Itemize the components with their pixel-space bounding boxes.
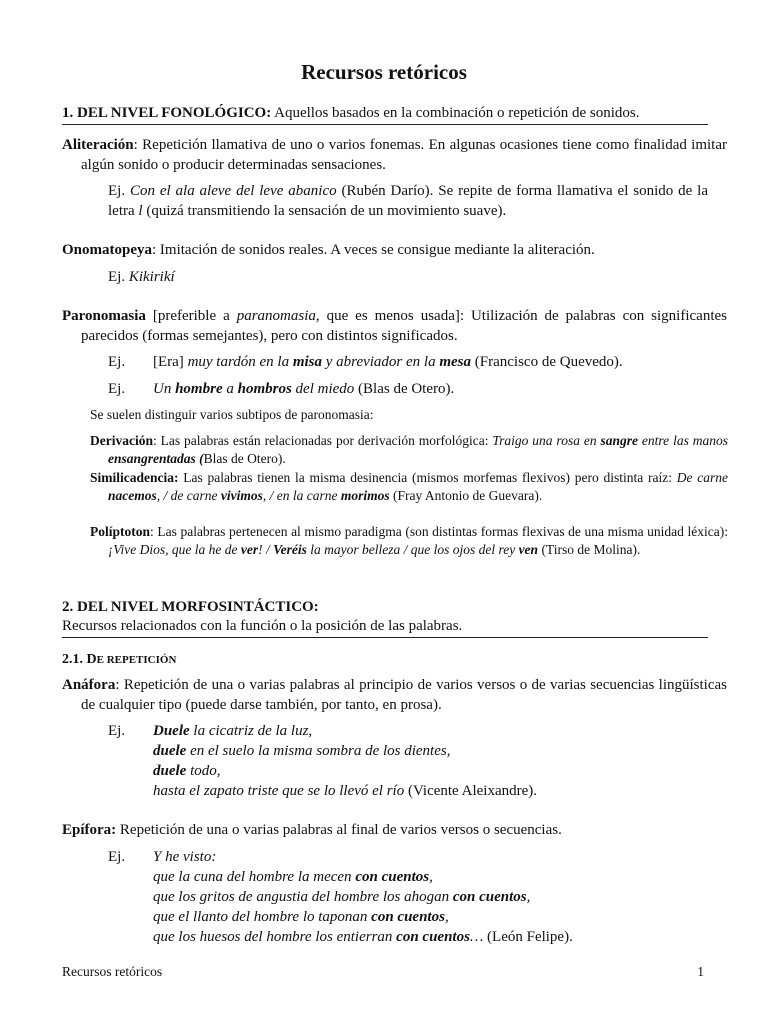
term-poliptoton: Políptoton — [90, 524, 151, 539]
quote-part: , / de carne — [156, 488, 221, 503]
example-label: Ej. — [108, 183, 130, 199]
verse-3 — [153, 887, 708, 907]
example-author: (Blas de Otero). — [354, 381, 455, 397]
quote-part: ¡Vive Dios, que la he de — [108, 542, 241, 557]
verse-2 — [153, 741, 708, 761]
example-part: y abreviador en la — [322, 354, 440, 370]
verse-2 — [153, 867, 708, 887]
footer-title: Recursos retóricos — [62, 964, 163, 979]
verse-4 — [153, 907, 708, 927]
quote-emphasis: ven — [518, 542, 539, 557]
term-epifora: Epífora: — [62, 822, 117, 838]
entry-epifora — [62, 820, 708, 840]
verse-emphasis: con cuentos — [371, 909, 445, 925]
example-quote: Con el ala aleve del leve abanico — [129, 183, 337, 199]
verse-1 — [153, 847, 708, 867]
verse-text: en el suelo la misma sombra de los dientes, — [186, 743, 451, 759]
quote-emphasis: sangre — [600, 433, 639, 448]
verse-5 — [153, 927, 708, 947]
entry-onomatopeya — [62, 240, 708, 260]
example-part: a — [222, 381, 238, 397]
quote-part: la mayor belleza / que los ojos del rey — [306, 542, 519, 557]
def-similicadencia: Las palabras tienen la misma desinencia (mismos morfemas flexivos) pero distinta raíz: — [178, 470, 677, 485]
quote-author: (Fray Antonio de Guevara). — [389, 488, 543, 503]
entry-anafora — [62, 675, 727, 715]
quote-author: Blas de Otero). — [203, 451, 286, 466]
example-text: (Rubén Darío). Se repite de forma llamativa el sonido de la letra — [108, 183, 708, 219]
term-similicadencia: Similicadencia: — [90, 470, 179, 485]
example-letter: l — [138, 203, 143, 219]
page-title: Recursos retóricos — [301, 60, 467, 84]
example-verses — [153, 721, 708, 801]
verse-emphasis: Duele — [153, 723, 190, 739]
example-text — [153, 352, 708, 372]
entry-aliteracion — [62, 135, 727, 175]
example-aliteracion — [108, 181, 708, 221]
subtype-derivacion — [90, 432, 728, 468]
quote-part: , / en la carne — [262, 488, 341, 503]
verse-author: (Vicente Aleixandre). — [404, 783, 538, 799]
def-derivacion: : Las palabras están relacionadas por derivación morfológica: — [153, 433, 493, 448]
term-derivacion: Derivación — [90, 433, 153, 448]
quote-part: entre las manos — [638, 433, 728, 448]
example-emphasis: hombre — [175, 381, 223, 397]
example-author: (Francisco de Quevedo). — [471, 354, 623, 370]
verse-punct: , — [444, 909, 449, 925]
verse-punct: , — [526, 889, 531, 905]
subsection-title: E REPETICIÓN — [96, 654, 177, 666]
verse-3 — [153, 761, 708, 781]
def-anafora: : Repetición de una o varias palabras al principio de varios versos o de varias secuencias lingüísticas de cualquier tipo (puede darse también, por tanto, en prosa). — [81, 677, 727, 713]
example-part: [Era] — [153, 354, 188, 370]
verse-4 — [153, 781, 708, 801]
term-paronomasia: Paronomasia — [62, 308, 146, 324]
quote-emphasis: morimos — [340, 488, 390, 503]
example-emphasis: mesa — [439, 354, 472, 370]
quote-part: ! / — [258, 542, 274, 557]
term-onomatopeya: Onomatopeya — [62, 242, 152, 258]
quote-part: Traigo una rosa en — [492, 433, 601, 448]
example-emphasis: hombros — [237, 381, 292, 397]
verse-emphasis: con cuentos — [355, 869, 430, 885]
section-2-heading — [62, 598, 708, 617]
def-aliteracion: : Repetición llamativa de uno o varios fonemas. En algunas ocasiones tiene como finalidad imitar algún sonido o producir determinadas sensaciones. — [81, 137, 727, 173]
verse-text: que los huesos del hombre los entierran — [153, 929, 397, 945]
verse-emphasis: duele — [153, 763, 187, 779]
example-label: Ej. — [108, 381, 126, 397]
verse-author: (León Felipe). — [487, 929, 573, 945]
quote-part: De carne — [676, 470, 729, 485]
def-epifora: Repetición de una o varias palabras al final de varios versos o secuencias. — [116, 822, 562, 838]
section-1-heading — [62, 104, 708, 123]
example-onomatopeya — [108, 267, 708, 287]
subsection-number: 2.1. — [62, 652, 87, 667]
def-poliptoton: : Las palabras pertenecen al mismo paradigma (son distintas formas flexivas de una misma unidad léxica): — [150, 524, 728, 539]
verse-text: Y he visto: — [153, 849, 217, 865]
example-label: Ej. — [108, 849, 126, 865]
quote-author: (Tirso de Molina). — [538, 542, 641, 557]
subsection-2-1-heading — [62, 650, 708, 670]
example-text — [153, 379, 708, 399]
example-label: Ej. — [108, 723, 126, 739]
paronomasia-subtypes-intro: Se suelen distinguir varios subtipos de paronomasia: — [90, 407, 374, 422]
example-word: Kikirikí — [128, 269, 175, 285]
example-part: del miedo — [291, 381, 355, 397]
verse-punct: … — [469, 929, 488, 945]
subtype-similicadencia — [90, 469, 728, 505]
entry-paronomasia — [62, 306, 727, 346]
section-1-rule — [62, 124, 708, 125]
page-number: 1 — [697, 964, 704, 979]
verse-emphasis: con cuentos — [396, 929, 470, 945]
section-2-title: 2. DEL NIVEL MORFOSINTÁCTICO: — [62, 599, 319, 615]
section-1-title: 1. DEL NIVEL FONOLÓGICO: — [62, 105, 272, 121]
quote-emphasis: nacemos — [108, 488, 157, 503]
def-paronomasia-b: que es menos usada]: Utilización de palabras con significantes parecidos (formas semejantes), pero con distintos significados. — [81, 308, 727, 344]
example-verses — [153, 847, 708, 947]
quote-emphasis: Veréis — [273, 542, 307, 557]
subsection-initial: D — [86, 652, 97, 667]
quote-emphasis: vivimos — [220, 488, 263, 503]
quote-emphasis: ver — [240, 542, 259, 557]
verse-text: la cicatriz de la luz, — [189, 723, 313, 739]
section-2-rule — [62, 637, 708, 638]
def-paronomasia-alt: paranomasia, — [236, 308, 320, 324]
verse-text: todo, — [186, 763, 221, 779]
verse-emphasis: con cuentos — [452, 889, 527, 905]
def-onomatopeya: : Imitación de sonidos reales. A veces se consigue mediante la aliteración. — [152, 242, 595, 258]
verse-text: que los gritos de angustia del hombre los ahogan — [153, 889, 453, 905]
verse-text: que el llanto del hombre lo taponan — [153, 909, 372, 925]
example-label: Ej. — [108, 354, 126, 370]
def-paronomasia-a: [preferible a — [145, 308, 237, 324]
example-part: muy tardón en la — [187, 354, 293, 370]
term-anafora: Anáfora — [62, 677, 116, 693]
example-label: Ej. — [108, 269, 129, 285]
verse-punct: , — [429, 869, 433, 885]
example-emphasis: misa — [292, 354, 323, 370]
section-2-description: Recursos relacionados con la función o la posición de las palabras. — [62, 618, 463, 634]
verse-emphasis: duele — [153, 743, 187, 759]
subtype-poliptoton — [90, 523, 728, 559]
term-aliteracion: Aliteración — [62, 137, 134, 153]
verse-text: que la cuna del hombre la mecen — [153, 869, 356, 885]
example-text-rest: (quizá transmitiendo la sensación de un movimiento suave). — [142, 203, 507, 219]
verse-1 — [153, 721, 708, 741]
example-part: Un — [153, 381, 176, 397]
section-1-description: Aquellos basados en la combinación o repetición de sonidos. — [271, 105, 640, 121]
verse-text: hasta el zapato triste que se lo llevó el río — [153, 783, 405, 799]
quote-emphasis: ensangrentadas ( — [108, 451, 204, 466]
